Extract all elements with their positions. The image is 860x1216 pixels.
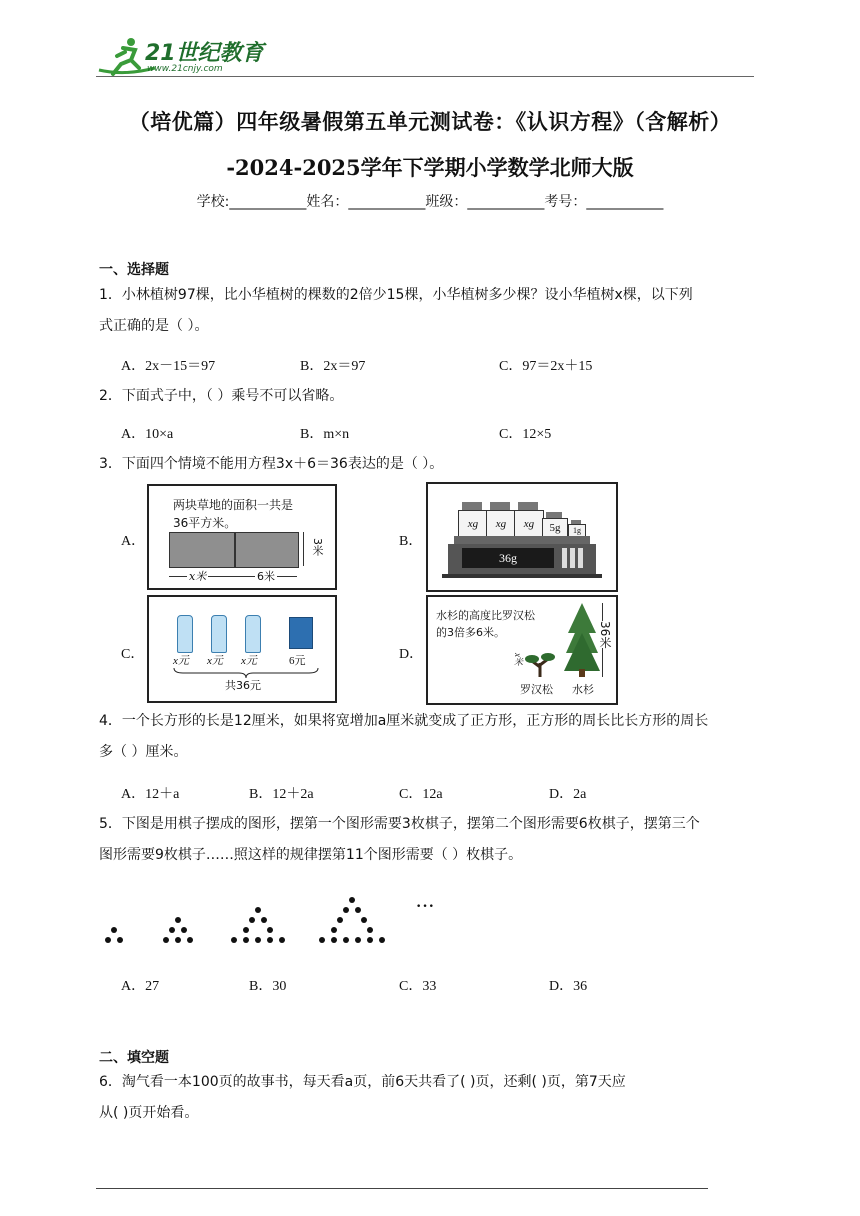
q5-option-b: B．30 <box>249 979 287 994</box>
student-info-line: 学校:___________姓名：___________班级：___________考号：___________ <box>196 194 664 210</box>
dot-pattern-figure <box>100 890 400 946</box>
q5-line2: 图形需要9枚棋子……照这样的规律摆第11个图形需要（ ）枚棋子。 <box>99 847 523 863</box>
logo-url: www.21cnjy.com <box>147 64 223 74</box>
q3a-width-x: x米 <box>189 570 207 583</box>
bonsai-height-label: x米 <box>513 653 523 666</box>
q3-label-d: D． <box>399 647 424 662</box>
q4-line2: 多（ ）厘米。 <box>99 744 188 760</box>
milk-carton-icon <box>289 617 313 649</box>
question-2: 2．下面式子中，（ ）乘号不可以省略。 <box>99 388 344 404</box>
page-subtitle: -2024-2025学年下学期小学数学北师大版 <box>226 155 634 180</box>
q6-line2: 从( )页开始看。 <box>99 1105 199 1121</box>
price-x-3: x元 <box>241 655 257 667</box>
q3d-caption-1: 水杉的高度比罗汉松 <box>436 609 535 622</box>
tree-height-label: 36米 <box>598 621 612 649</box>
q3-picture-d <box>426 595 618 705</box>
water-bottle-icon <box>211 615 227 653</box>
price-x-1: x元 <box>173 655 189 667</box>
question-4 <box>99 706 769 768</box>
q4-option-c: C．12a <box>399 787 443 802</box>
q3-picture-a <box>147 484 337 590</box>
q3a-field-1 <box>169 532 235 568</box>
q3-label-c: C． <box>121 647 145 662</box>
q2-option-a: A．10×a <box>121 427 174 442</box>
total-price: 共36元 <box>225 679 261 692</box>
q3a-field-2 <box>235 532 299 568</box>
logo-text: 21世纪教育 <box>145 41 264 66</box>
price-x-2: x元 <box>207 655 223 667</box>
q3-label-a: A． <box>121 534 146 549</box>
q4-option-a: A．12＋a <box>121 787 180 802</box>
section-fill-heading: 二、填空题 <box>99 1050 169 1066</box>
q6-line1: 6．淘气看一本100页的故事书，每天看a页，前6天共看了( )页，还剩( )页，第7天应 <box>99 1074 626 1090</box>
weight-x-1: xg <box>458 510 488 538</box>
header-rule <box>96 76 754 77</box>
question-5 <box>99 809 769 871</box>
q3a-height-label: 3米 <box>311 538 324 556</box>
q1-option-a: A．2x－15＝97 <box>121 359 216 374</box>
scale-display: 36g <box>462 548 554 568</box>
question-6 <box>99 1067 769 1129</box>
price-6: 6元 <box>289 655 306 667</box>
q5-option-c: C．33 <box>399 979 437 994</box>
q4-line1: 4．一个长方形的长是12厘米，如果将宽增加a厘米就变成了正方形，正方形的周长比长方形的周长 <box>99 713 709 729</box>
q3-picture-b <box>426 482 618 592</box>
scale-keypad-icon <box>562 548 586 568</box>
q3a-width-6: 6米 <box>257 570 275 583</box>
weight-top <box>462 502 482 510</box>
section-choice-heading: 一、选择题 <box>99 262 169 278</box>
q3d-caption-2: 的3倍多6米。 <box>436 626 505 639</box>
bonsai-label: 罗汉松 <box>520 683 553 696</box>
continuation-dots: ··· <box>416 898 436 915</box>
water-bottle-icon <box>177 615 193 653</box>
q5-option-d: D．36 <box>549 979 588 994</box>
q3a-caption-1: 两块草地的面积一共是 <box>173 498 294 512</box>
q4-option-b: B．12＋2a <box>249 787 314 802</box>
weight-5g: 5g <box>542 518 568 538</box>
q1-line2: 式正确的是（ ）。 <box>99 318 209 334</box>
footer-rule <box>96 1188 708 1189</box>
question-3: 3．下面四个情境不能用方程3x＋6＝36表达的是（ ）。 <box>99 456 444 472</box>
site-logo <box>95 34 270 78</box>
q5-option-a: A．27 <box>121 979 160 994</box>
q2-option-c: C．12×5 <box>499 427 552 442</box>
q2-option-b: B．m×n <box>300 427 350 442</box>
fir-label: 水杉 <box>572 683 594 696</box>
weight-1g: 1g <box>568 524 586 538</box>
fir-tree-icon <box>564 603 600 677</box>
q1-option-b: B．2x＝97 <box>300 359 366 374</box>
q4-option-d: D．2a <box>549 787 587 802</box>
weight-x-2: xg <box>486 510 516 538</box>
q3a-caption-2: 36平方米。 <box>173 516 237 530</box>
q3-picture-c <box>147 595 337 703</box>
q5-line1: 5．下图是用棋子摆成的图形，摆第一个图形需要3枚棋子，摆第二个图形需要6枚棋子，摆第三个 <box>99 816 700 832</box>
scale-pan <box>454 536 590 544</box>
water-bottle-icon <box>245 615 261 653</box>
bonsai-tree-icon <box>524 649 556 677</box>
q1-option-c: C．97＝2x＋15 <box>499 359 593 374</box>
page-title: （培优篇）四年级暑假第五单元测试卷：《认识方程》（含解析） <box>128 109 732 134</box>
q1-line1: 1．小林植树97棵，比小华植树的棵数的2倍少15棵，小华植树多少棵？设小华植树x棵，以下列 <box>99 287 693 303</box>
question-1 <box>99 280 769 342</box>
q3-label-b: B． <box>399 534 423 549</box>
weight-x-3: xg <box>514 510 544 538</box>
